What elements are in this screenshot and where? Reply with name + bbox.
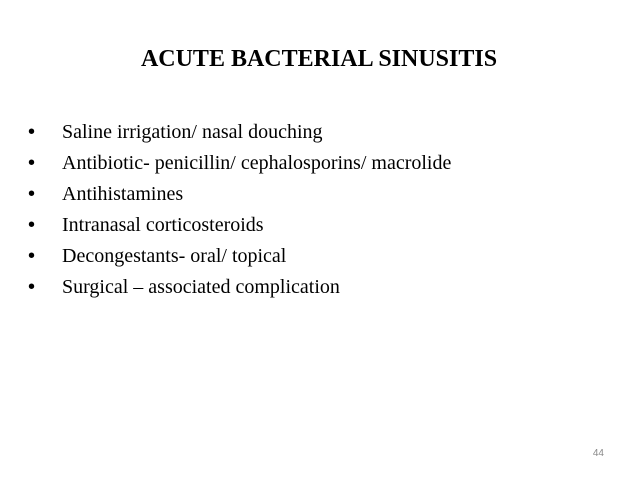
- list-item: [28, 210, 451, 241]
- bullet-list: [28, 117, 451, 303]
- bullet-text: Surgical – associated complication: [62, 276, 340, 298]
- page-number: 44: [592, 448, 604, 459]
- slide-title: ACUTE BACTERIAL SINUSITIS: [140, 46, 498, 72]
- bullet-icon: •: [28, 245, 36, 267]
- list-item: [28, 241, 451, 272]
- bullet-text: Antibiotic- penicillin/ cephalosporins/ macrolide: [62, 152, 452, 174]
- bullet-text: Intranasal corticosteroids: [62, 214, 264, 236]
- list-item: [28, 272, 451, 303]
- list-item: [28, 179, 451, 210]
- bullet-icon: •: [28, 121, 36, 143]
- list-item: [28, 117, 451, 148]
- bullet-text: Decongestants- oral/ topical: [62, 245, 287, 267]
- bullet-icon: •: [28, 183, 36, 205]
- bullet-icon: •: [28, 214, 36, 236]
- bullet-icon: •: [28, 152, 36, 174]
- bullet-text: Antihistamines: [62, 183, 184, 205]
- bullet-text: Saline irrigation/ nasal douching: [62, 121, 323, 143]
- list-item: [28, 148, 451, 179]
- bullet-icon: •: [28, 276, 36, 298]
